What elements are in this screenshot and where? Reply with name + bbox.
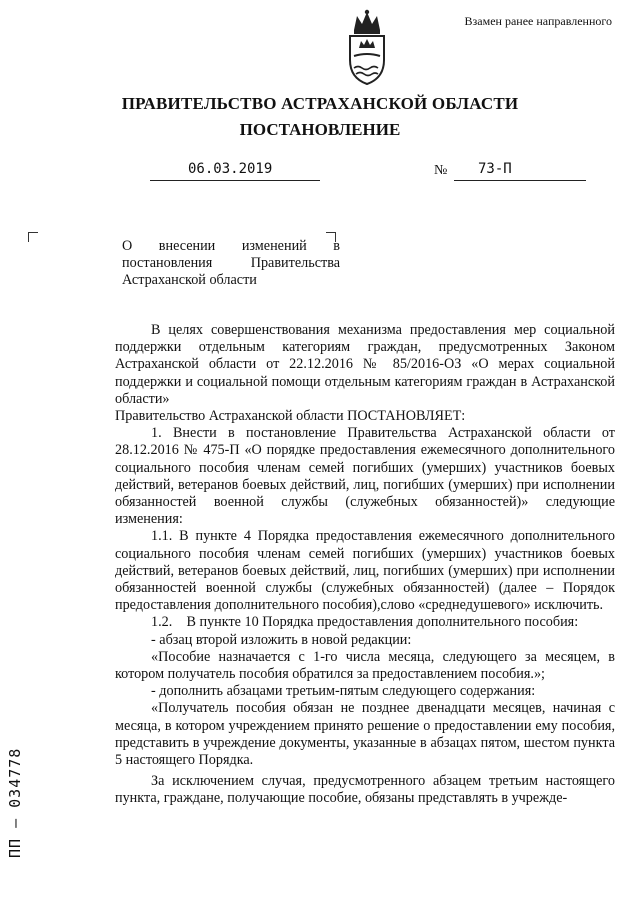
document-number: 73-П [478, 161, 512, 177]
document-body [115, 322, 615, 808]
document-subject: О внесении изменений в постановления Правительства Астраханской области [122, 238, 340, 288]
replacement-note: Взамен ранее направленного [464, 14, 612, 28]
paragraph: 1. Внести в постановление Правительства Астраханской области от 28.12.2016 № 475-П «О порядке предоставления ежемесячного дополнительного социального пособия членам семей погибших (умерших) участников боевых действий, ветеранов боевых действий, лиц, погибших (умерших) при исполнении обязанностей военной службы (служебных обязанностей)» следующие изменения: [115, 425, 615, 528]
paragraph: За исключением случая, предусмотренного абзацем третьим настоящего пункта, граждане, получающие пособие, обязаны представлять в учрежде- [115, 773, 615, 807]
document-type: ПОСТАНОВЛЕНИЕ [239, 120, 401, 139]
serial-code: ПП – 034778 [6, 747, 24, 858]
paragraph: 1.2. В пункте 10 Порядка предоставления дополнительного пособия: [151, 614, 579, 631]
subject-corner-left [28, 232, 38, 242]
paragraph: Правительство Астраханской области ПОСТАНОВЛЯЕТ: [115, 408, 466, 425]
paragraph: «Пособие назначается с 1-го числа месяца, следующего за месяцем, в котором получатель пособия обратился за предоставлением пособия.»; [115, 648, 615, 683]
coat-of-arms-icon [344, 8, 390, 86]
organization-title: ПРАВИТЕЛЬСТВО АСТРАХАНСКОЙ ОБЛАСТИ [121, 94, 519, 113]
paragraph: 1.1. В пункте 4 Порядка предоставления ежемесячного дополнительного социального пособия членам семей погибших (умерших) участников боевых действий, ветеранов боевых действий, лиц, погибших (умерших) при исполнении обязанностей военной службы (служебных обязанностей) (далее – Порядок предоставления дополнительного пособия),слово «среднедушевого» исключить. [115, 528, 615, 614]
paragraph: В целях совершенствования механизма предоставления мер социальной поддержки отдельным категориям граждан, предусмотренных Законом Астраханской области от 22.12.2016 № 85/2016-ОЗ «О мерах социальной поддержки и социальной помощи отдельным категориям граждан в Астраханской области» [115, 322, 615, 407]
paragraph: - абзац второй изложить в новой редакции: [151, 631, 412, 648]
number-sign: № [434, 163, 448, 178]
number-underline [454, 180, 586, 181]
paragraph: - дополнить абзацами третьим-пятым следующего содержания: [151, 683, 536, 700]
paragraph: «Получатель пособия обязан не позднее двенадцати месяцев, начиная с месяца, в котором учреждением принято решение о предоставлении ему пособия, представить в учреждение документы, указанные в абзацах пятом, шестом пункта 5 настоящего Порядка. [115, 700, 615, 769]
document-date: 06.03.2019 [188, 161, 273, 177]
date-underline [150, 180, 320, 181]
